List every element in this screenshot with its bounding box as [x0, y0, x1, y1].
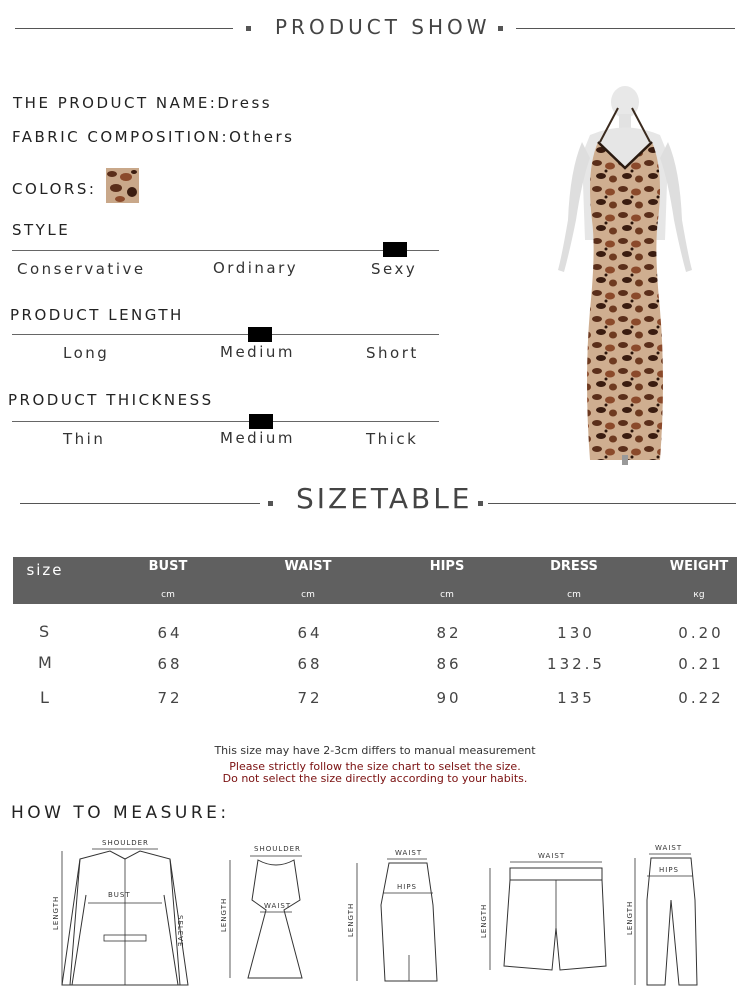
shorts-waist-label: WAIST [538, 852, 566, 860]
row-l-dress: 135 [557, 689, 595, 707]
size-note-follow-chart: Please strictly follow the size chart to selset the size. [229, 760, 521, 773]
shorts-length-label: LENGTH [480, 903, 488, 938]
row-l-bust: 72 [157, 689, 183, 707]
jacket-sleeve-label: SELEVE [176, 915, 184, 948]
header-left-rule [15, 28, 233, 29]
colors-label: COLORS: [12, 180, 97, 198]
header-right-rule [516, 28, 735, 29]
row-l-weight: 0.22 [678, 689, 724, 707]
style-option-ordinary: Ordinary [213, 259, 299, 277]
pants-waist-label: WAIST [655, 844, 683, 852]
sizetable-right-dot [478, 501, 483, 506]
skirt-diagram-icon [345, 845, 445, 990]
color-swatch[interactable] [106, 168, 139, 203]
thickness-option-thin: Thin [63, 430, 106, 448]
measure-pants-sketch [625, 840, 700, 990]
skirt-hips-label: HIPS [397, 883, 417, 891]
length-title: PRODUCT LENGTH [10, 306, 184, 324]
style-option-conservative: Conservative [17, 260, 146, 278]
row-m-waist: 68 [297, 655, 323, 673]
dress-diagram-icon [218, 840, 308, 990]
dress-length-label: LENGTH [220, 897, 228, 932]
col-weight-unit: кg [693, 590, 705, 600]
style-title: STYLE [12, 221, 71, 239]
jacket-diagram-icon [50, 835, 200, 995]
col-waist: WAIST [284, 559, 332, 574]
fabric-value: Others [229, 128, 295, 146]
thickness-option-medium: Medium [220, 429, 295, 447]
leopard-swatch-icon [106, 168, 139, 203]
sizetable-right-rule [488, 503, 736, 504]
product-name [13, 94, 272, 112]
col-bust-unit: cm [161, 590, 175, 600]
col-hips-unit: cm [440, 590, 454, 600]
dress-shoulder-label: SHOULDER [254, 845, 301, 853]
pants-diagram-icon [625, 840, 700, 990]
product-name-value: Dress [217, 94, 273, 112]
fabric-composition [12, 128, 294, 146]
fabric-label: FABRIC COMPOSITION: [12, 128, 230, 146]
skirt-waist-label: WAIST [395, 849, 423, 857]
row-m-bust: 68 [157, 655, 183, 673]
style-selected-marker [383, 242, 407, 257]
row-m-dress: 132.5 [547, 655, 605, 673]
pants-length-label: LENGTH [626, 900, 634, 935]
thickness-selected-marker [249, 414, 273, 429]
row-m-weight: 0.21 [678, 655, 724, 673]
thickness-scale-line [12, 421, 439, 422]
product-name-label: THE PRODUCT NAME: [13, 94, 218, 112]
row-m-size: M [38, 653, 52, 672]
measure-dress-sketch [218, 840, 308, 990]
header-left-dot [246, 26, 251, 31]
skirt-length-label: LENGTH [347, 902, 355, 937]
mannequin-dress-image [540, 80, 710, 465]
page-title: PRODUCT SHOW [275, 15, 491, 39]
row-s-bust: 64 [157, 624, 183, 642]
row-s-hips: 82 [436, 624, 462, 642]
row-m-hips: 86 [436, 655, 462, 673]
col-weight: WEIGHT [669, 559, 729, 574]
measure-skirt-sketch [345, 845, 445, 990]
sizetable-left-rule [20, 503, 260, 504]
header-right-dot [498, 26, 503, 31]
how-to-measure-title: HOW TO MEASURE: [11, 803, 230, 823]
col-waist-unit: cm [301, 590, 315, 600]
col-dress: DRESS [550, 559, 598, 574]
jacket-length-label: LENGTH [52, 895, 60, 930]
row-s-dress: 130 [557, 624, 595, 642]
jacket-bust-label: BUST [108, 891, 131, 899]
sizetable-left-dot [268, 501, 273, 506]
row-l-hips: 90 [436, 689, 462, 707]
thickness-title: PRODUCT THICKNESS [8, 391, 214, 409]
col-bust: BUST [148, 559, 188, 574]
measure-shorts-sketch [478, 848, 608, 978]
row-l-waist: 72 [297, 689, 323, 707]
shorts-diagram-icon [478, 848, 608, 978]
jacket-shoulder-label: SHOULDER [102, 839, 149, 847]
size-table-header [13, 557, 737, 604]
row-s-waist: 64 [297, 624, 323, 642]
style-option-sexy: Sexy [371, 260, 418, 278]
length-option-medium: Medium [220, 343, 295, 361]
size-note-tolerance: This size may have 2-3cm differs to manual measurement [214, 744, 536, 757]
length-option-short: Short [366, 344, 419, 362]
length-option-long: Long [63, 344, 110, 362]
row-l-size: L [40, 688, 49, 707]
product-photo [540, 80, 710, 465]
measure-jacket-sketch [50, 835, 200, 995]
col-size: size [26, 561, 64, 579]
length-scale-line [12, 334, 439, 335]
row-s-weight: 0.20 [678, 624, 724, 642]
size-note-habits: Do not select the size directly according to your habits. [222, 772, 528, 785]
length-selected-marker [248, 327, 272, 342]
pants-hips-label: HIPS [659, 866, 679, 874]
col-hips: HIPS [429, 559, 465, 574]
row-s-size: S [39, 622, 50, 641]
dress-waist-label: WAIST [264, 902, 292, 910]
sizetable-title: SIZETABLE [296, 482, 473, 515]
thickness-option-thick: Thick [366, 430, 419, 448]
style-scale-line [12, 250, 439, 251]
col-dress-unit: cm [567, 590, 581, 600]
